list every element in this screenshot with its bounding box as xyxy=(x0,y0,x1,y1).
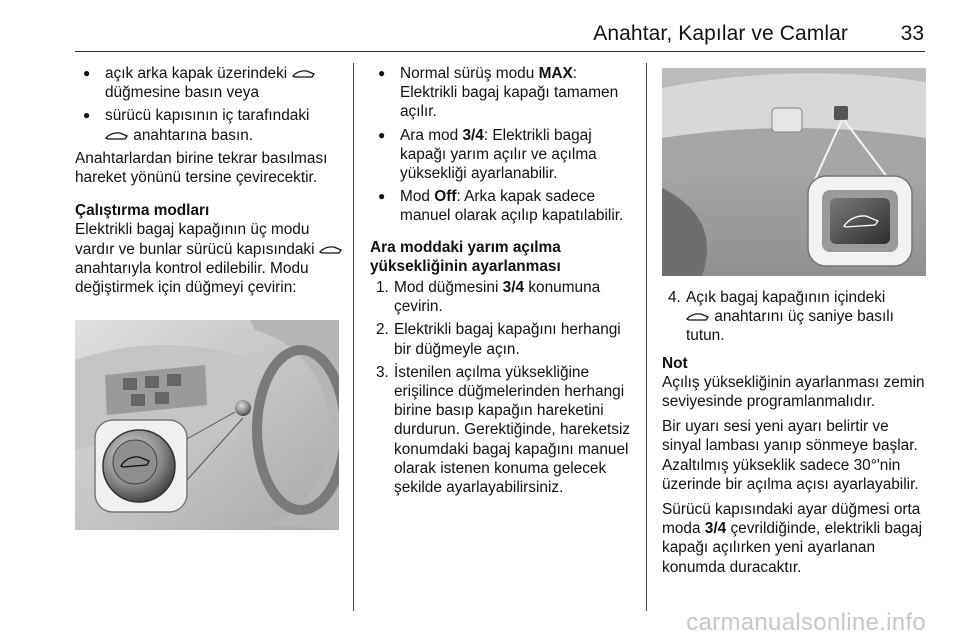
column-divider-1 xyxy=(353,63,354,611)
paragraph: Sürücü kapısındaki ayar düğmesi orta moda 3/4 çevrildiğinde, elektrikli bagaj kapağı açılırken yeni ayarlanan konumda duracaktır. xyxy=(662,501,923,576)
tailgate-switch-illustration xyxy=(662,68,926,276)
column-1 xyxy=(75,64,350,303)
paragraph: Elektrikli bagaj kapağının üç modu vardır ve bunlar sürücü kapısındaki anahtarıyla kontrol edilebilir. Modu değiştirmek için düğmeyi çevirin: xyxy=(75,220,350,297)
door-switch-illustration xyxy=(75,320,339,530)
list-item: ● Ara mod 3/4: Elektrikli bagaj kapağı yarım açılır ve açılma yüksekliği ayarlanabilir. xyxy=(370,126,635,184)
tailgate-key-icon xyxy=(319,245,343,255)
list-item: ● sürücü kapısının iç tarafındaki anahtarına basın. xyxy=(75,106,350,144)
paragraph: Anahtarlardan birine tekrar basılması hareket yönünü tersine çevirecektir. xyxy=(75,149,328,187)
page-header xyxy=(0,0,960,54)
tailgate-key-icon xyxy=(686,312,710,322)
column-2 xyxy=(370,64,635,501)
note-text: Açılış yüksekliğinin ayarlanması zemin seviyesinde programlanmalıdır. xyxy=(662,373,925,411)
column-divider-2 xyxy=(646,63,647,611)
list-item: ● Normal sürüş modu MAX: Elektrikli bagaj kapağı tamamen açılır. xyxy=(370,64,635,122)
list-item: ● Mod Off: Arka kapak sadece manuel olarak açılıp kapatılabilir. xyxy=(370,187,635,225)
note-heading: Not xyxy=(662,354,688,372)
page-title: Anahtar, Kapılar ve Camlar xyxy=(593,22,848,45)
header-rule xyxy=(75,51,925,52)
list-item: 3. İstenilen açılma yüksekliğine erişilince düğmelerinden herhangi birine basıp kapağın hareketini durdurun. Gerektiğinde, hareketsiz konumdaki bagaj kapağını manuel olarak istenen konuma gelecek şekilde ayarlayabilirsiniz. xyxy=(376,363,631,497)
tailgate-key-icon xyxy=(105,131,129,141)
list-item: 2. Elektrikli bagaj kapağını herhangi bir düğmeyle açın. xyxy=(376,321,621,358)
column-3 xyxy=(662,288,930,583)
tailgate-key-icon xyxy=(292,69,316,79)
list-item: 4. Açık bagaj kapağının içindeki anahtarını üç saniye basılı tutun. xyxy=(668,289,894,345)
section-heading: Ara moddaki yarım açılma yüksekliğinin ayarlanması xyxy=(370,238,561,275)
page-number: 33 xyxy=(900,22,924,45)
watermark: carmanualsonline.info xyxy=(686,609,926,636)
paragraph: Bir uyarı sesi yeni ayarı belirtir ve sinyal lambası yanıp sönmeye başlar. Azaltılmış yükseklik sadece 30°'nin üzerinde bir açılma açısı ayarlayabilir. xyxy=(662,418,919,493)
list-item: 1. Mod düğmesini 3/4 konumuna çevirin. xyxy=(376,279,601,316)
list-item: ● açık arka kapak üzerindeki düğmesine basın veya xyxy=(75,64,350,102)
section-heading: Çalıştırma modları xyxy=(75,202,210,220)
